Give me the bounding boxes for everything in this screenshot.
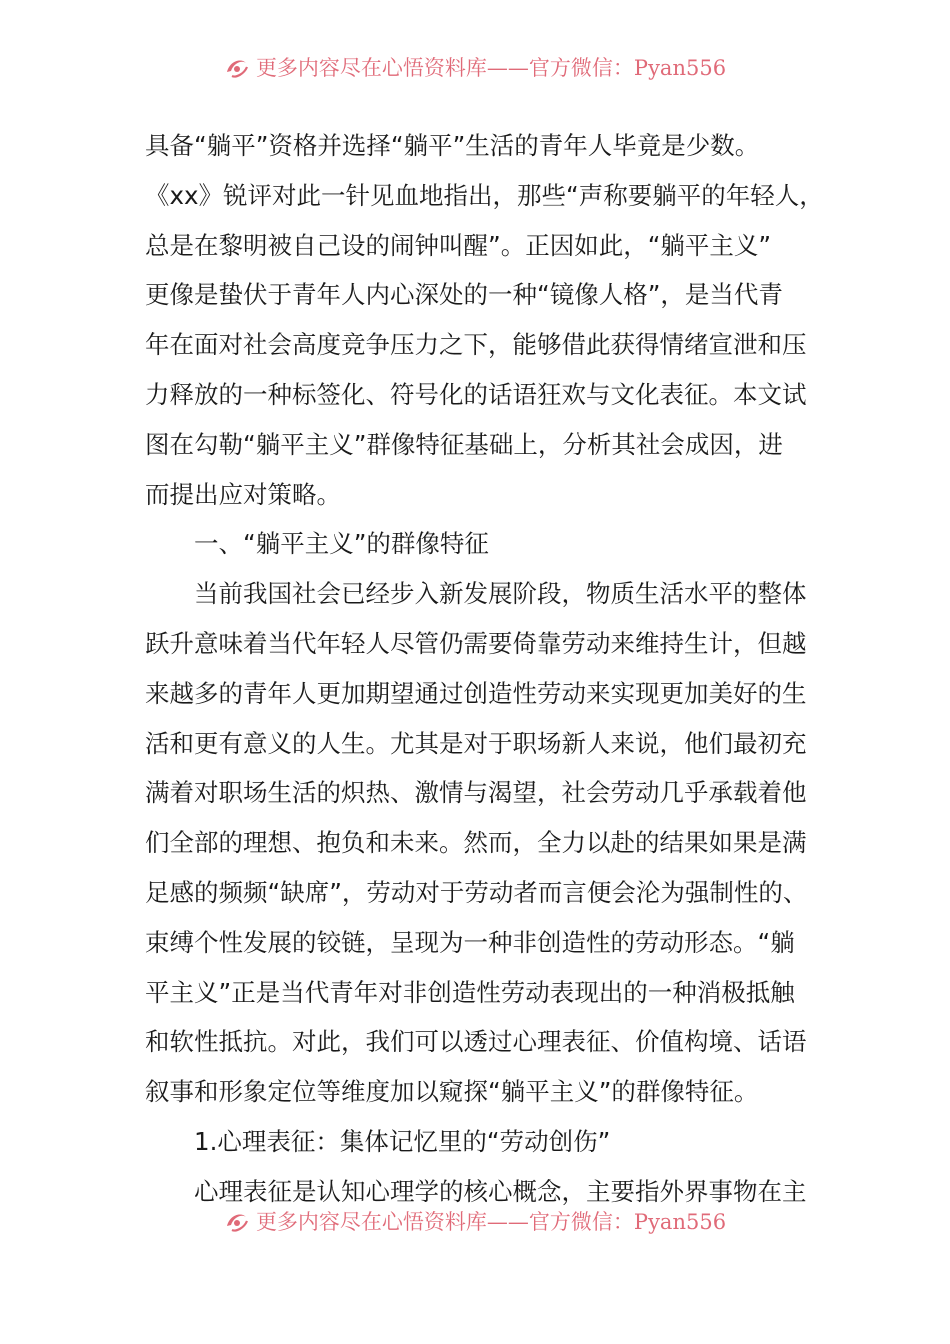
paragraph-line: 平主义”正是当代青年对非创造性劳动表现出的一种消极抵触	[145, 977, 795, 1007]
paragraph-line: 更像是蛰伏于青年人内心深处的一种“镜像人格”，是当代青	[145, 280, 783, 310]
paragraph-line: 来越多的青年人更加期望通过创造性劳动来实现更加美好的生	[145, 678, 807, 708]
watermark-text: 更多内容尽在心悟资料库——官方微信：Pyan556	[255, 56, 727, 80]
watermark-top	[0, 52, 950, 82]
paragraph-line: 心理表征是认知心理学的核心概念，主要指外界事物在主	[194, 1176, 807, 1206]
paragraph-line: 《xx》锐评对此一针见血地指出，那些“声称要躺平的年轻人，	[145, 180, 824, 210]
paragraph-line: 足感的频频“缺席”，劳动对于劳动者而言便会沦为强制性的、	[145, 877, 808, 907]
paragraph-line: 年在面对社会高度竞争压力之下，能够借此获得情绪宣泄和压	[145, 330, 807, 360]
paragraph-line: 力释放的一种标签化、符号化的话语狂欢与文化表征。本文试	[145, 379, 807, 409]
paragraph-line: 跃升意味着当代年轻人尽管仍需要倚靠劳动来维持生计，但越	[145, 628, 807, 658]
logo-icon	[224, 1208, 250, 1234]
paragraph-line: 满着对职场生活的炽热、激情与渴望，社会劳动几乎承载着他	[145, 778, 807, 808]
paragraph-line: 当前我国社会已经步入新发展阶段，物质生活水平的整体	[194, 579, 807, 609]
watermark-text: 更多内容尽在心悟资料库——官方微信：Pyan556	[255, 1210, 727, 1234]
paragraph-line: 而提出应对策略。	[145, 479, 341, 509]
paragraph-line: 束缚个性发展的铰链，呈现为一种非创造性的劳动形态。“躺	[145, 927, 795, 957]
paragraph-line: 活和更有意义的人生。尤其是对于职场新人来说，他们最初充	[145, 728, 807, 758]
paragraph-line: 叙事和形象定位等维度加以窥探“躺平主义”的群像特征。	[145, 1077, 759, 1107]
document-body	[145, 121, 825, 1217]
paragraph-line: 们全部的理想、抱负和未来。然而，全力以赴的结果如果是满	[145, 828, 807, 858]
paragraph-line: 图在勾勒“躺平主义”群像特征基础上，分析其社会成因，进	[145, 429, 783, 459]
section-heading: 一、“躺平主义”的群像特征	[194, 529, 489, 559]
watermark-bottom	[0, 1206, 950, 1236]
paragraph-line: 具备“躺平”资格并选择“躺平”生活的青年人毕竟是少数。	[145, 131, 760, 160]
logo-icon	[224, 54, 250, 80]
paragraph-line: 总是在黎明被自己设的闹钟叫醒”。正因如此，“躺平主义”	[145, 230, 772, 260]
paragraph-line: 和软性抵抗。对此，我们可以透过心理表征、价值构境、话语	[145, 1027, 807, 1057]
subsection-heading: 1.心理表征：集体记忆里的“劳动创伤”	[194, 1126, 611, 1156]
